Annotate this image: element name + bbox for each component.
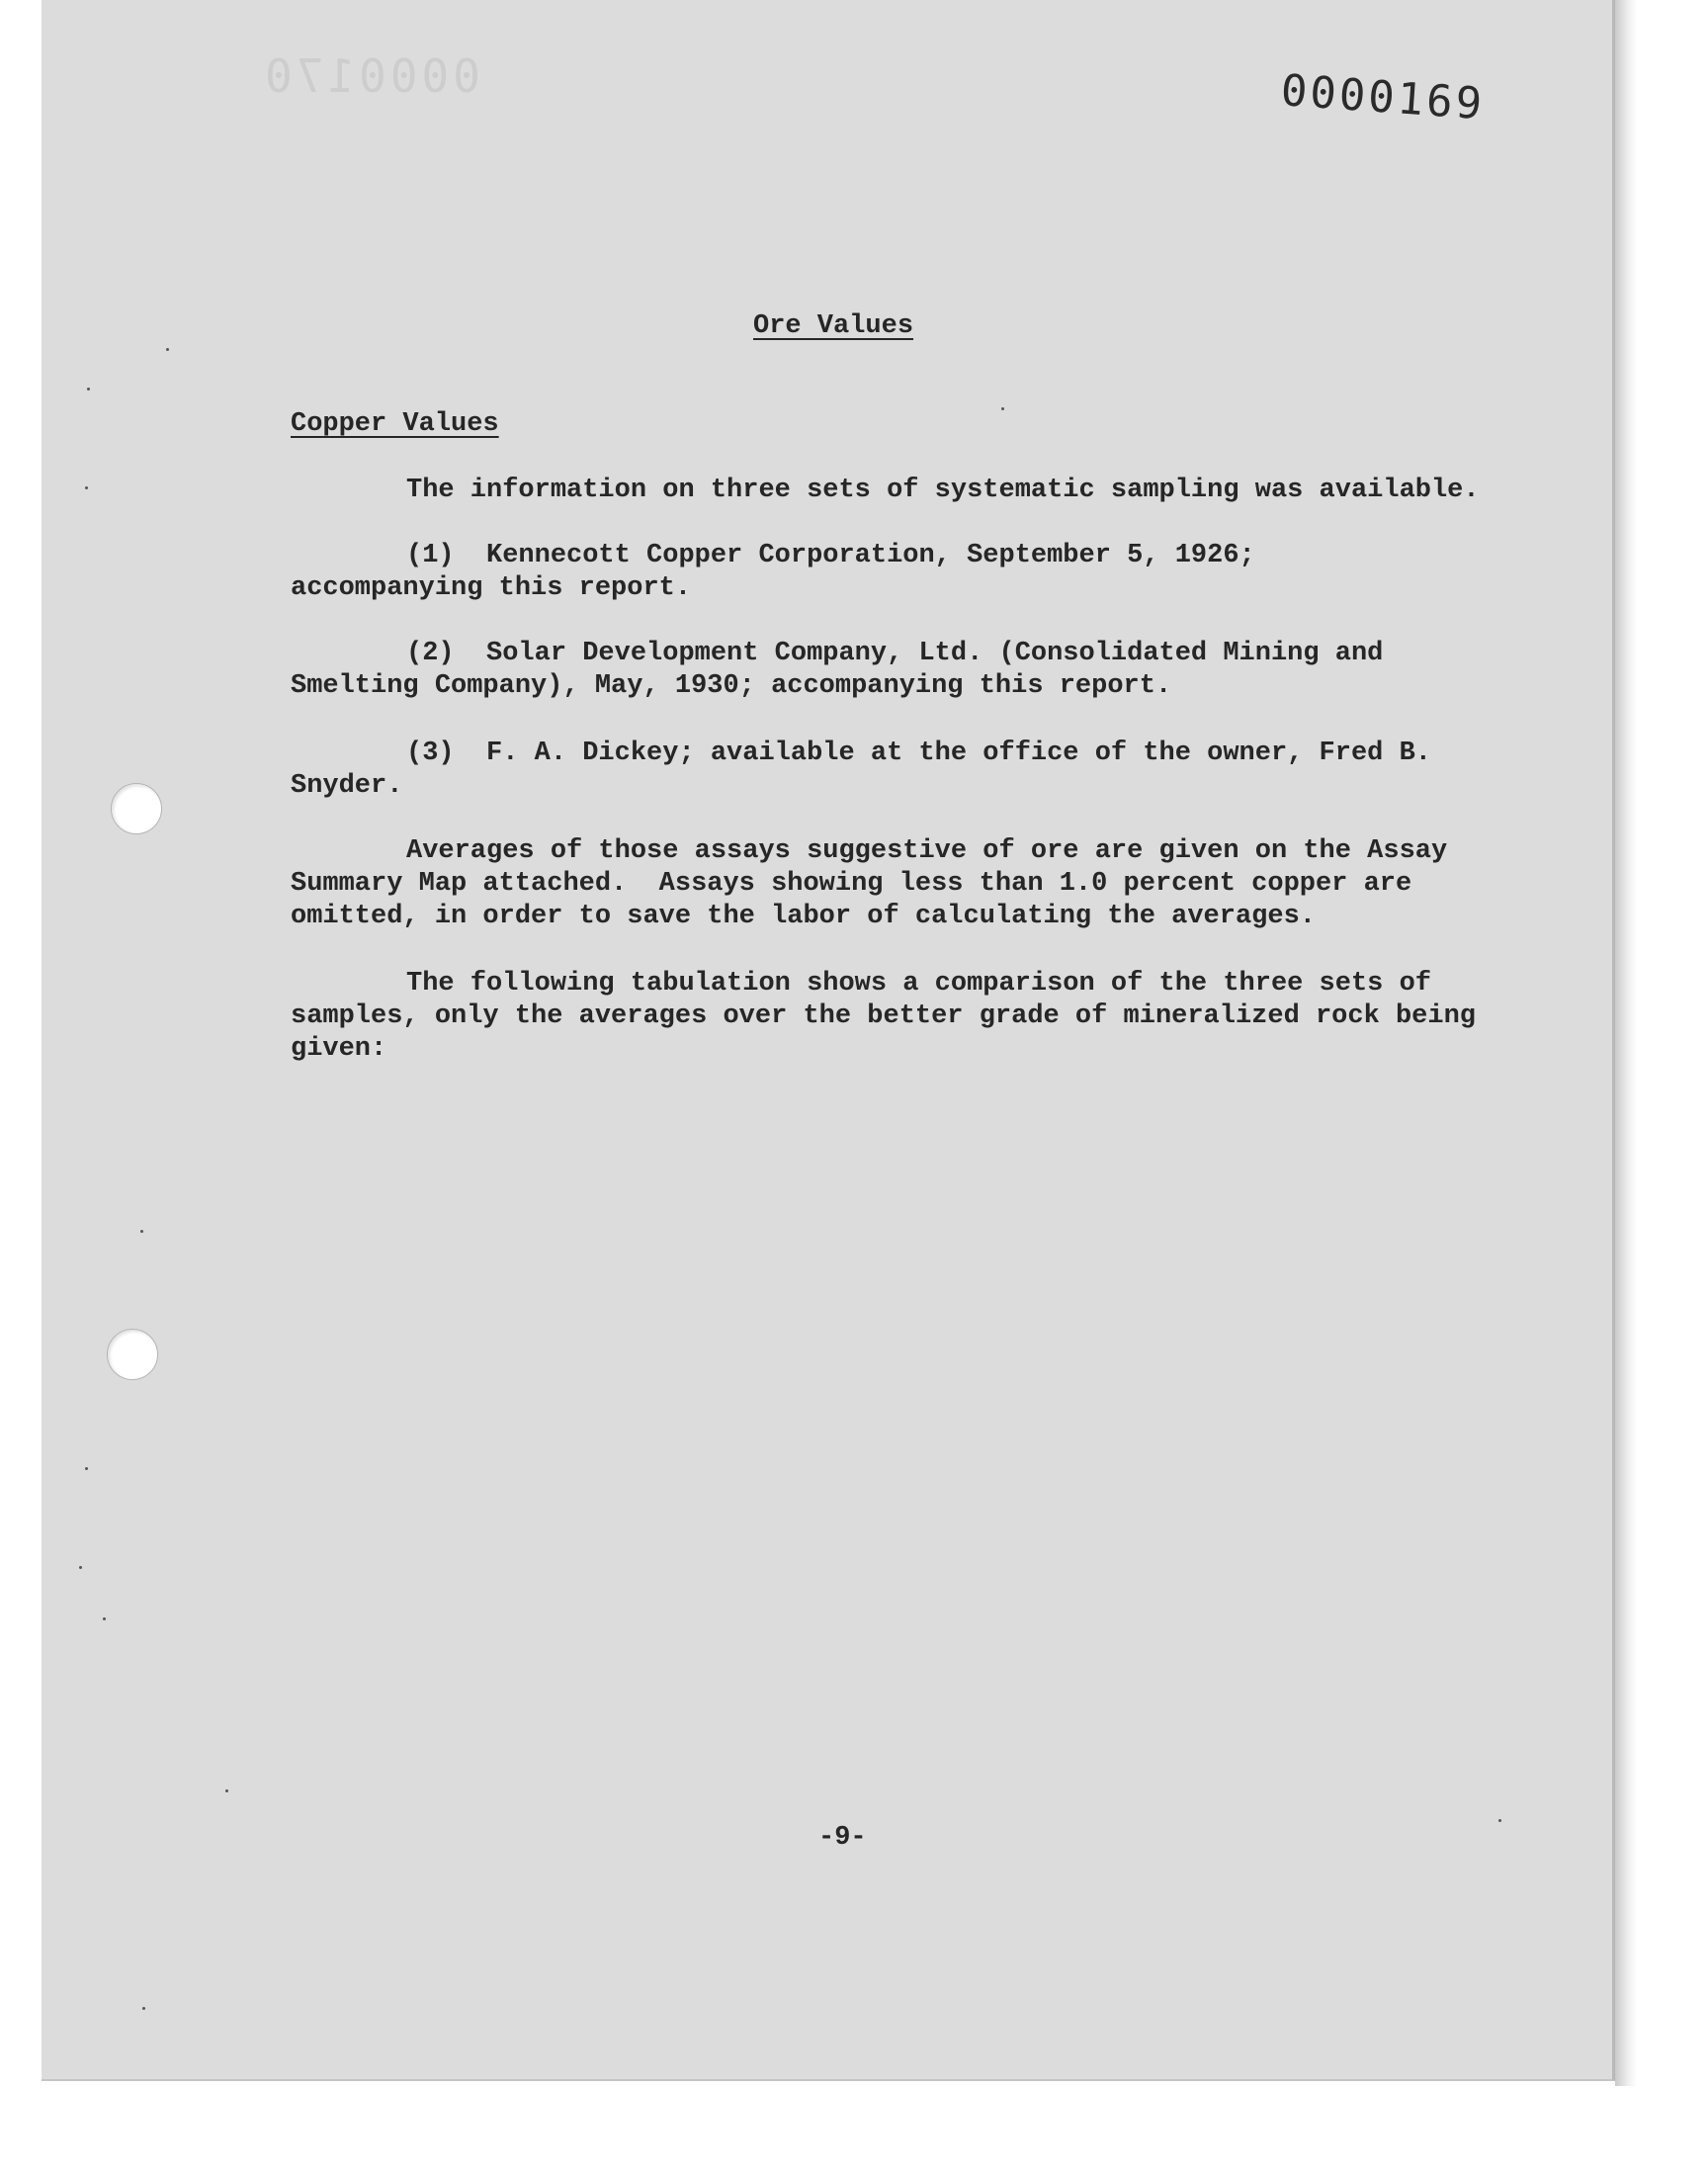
averages-paragraph-line-3: omitted, in order to save the labor of calculating the averages. <box>291 902 1316 931</box>
scan-speck <box>166 348 169 351</box>
list-item-3-line-1: (3) F. A. Dickey; available at the office of the owner, Fred B. <box>406 739 1431 768</box>
list-item-1-line-1: (1) Kennecott Copper Corporation, September 5, 1926; <box>406 541 1255 570</box>
list-item-1-line-2: accompanying this report. <box>291 573 692 603</box>
scan-speck <box>1498 1819 1501 1822</box>
page-edge <box>1615 0 1637 2086</box>
scan-speck <box>142 2007 145 2010</box>
scan-speck <box>79 1566 82 1569</box>
scan-speck <box>1001 407 1004 410</box>
scan-speck <box>140 1230 143 1233</box>
list-item-3-line-2: Snyder. <box>291 771 403 801</box>
averages-paragraph-line-1: Averages of those assays suggestive of ore are given on the Assay <box>406 836 1448 866</box>
punch-hole-bottom <box>107 1329 158 1380</box>
scan-speck <box>87 388 90 391</box>
scan-speck <box>85 1467 88 1470</box>
list-item-2-line-2: Smelting Company), May, 1930; accompanying this report. <box>291 671 1172 701</box>
averages-paragraph-line-2: Summary Map attached. Assays showing less than 1.0 percent copper are <box>291 869 1412 899</box>
bleed-through-stamp: 0000170 <box>261 49 480 103</box>
tabulation-paragraph-line-2: samples, only the averages over the better grade of mineralized rock being <box>291 1001 1476 1031</box>
scan-speck <box>225 1789 228 1792</box>
list-item-2-line-1: (2) Solar Development Company, Ltd. (Consolidated Mining and <box>406 639 1384 668</box>
tabulation-paragraph-line-1: The following tabulation shows a comparison of the three sets of <box>406 969 1431 999</box>
scan-speck <box>103 1617 106 1620</box>
section-heading: Copper Values <box>291 409 499 439</box>
punch-hole-top <box>111 783 162 834</box>
scan-speck <box>85 486 88 489</box>
page-number: -9- <box>818 1823 867 1853</box>
tabulation-paragraph-line-3: given: <box>291 1034 387 1064</box>
page-title: Ore Values <box>753 311 914 341</box>
document-stamp-number: 0000169 <box>1279 65 1487 130</box>
intro-paragraph: The information on three sets of systematic sampling was available. <box>406 476 1480 505</box>
